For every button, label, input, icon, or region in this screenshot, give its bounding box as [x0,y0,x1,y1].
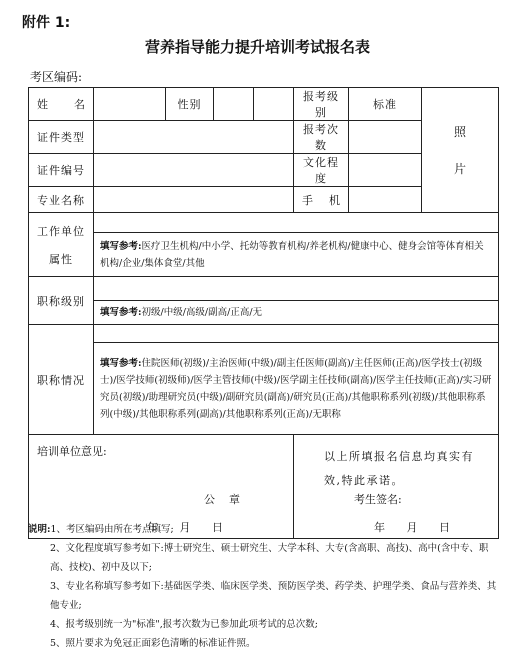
major-field[interactable] [94,187,294,213]
name-label: 姓 名 [29,88,94,121]
education-label: 文化程度 [294,154,349,187]
id-number-field[interactable] [94,154,294,187]
note-item: 3、专业名称填写参考如下:基础医学类、临床医学类、预防医学类、药学类、护理学类、食品与营养类、其他专业; [50,581,497,611]
applicant-date: 年 月 日 [374,521,450,534]
reference-label: 填写参考: [100,357,142,369]
reference-label: 填写参考: [100,240,142,252]
title-level-field[interactable] [94,277,499,301]
photo-label-2: 片 [453,162,466,176]
work-unit-label [29,213,94,277]
title-status-reference [94,343,499,435]
major-label: 专业名称 [29,187,94,213]
level-label: 报考级别 [294,88,349,121]
work-unit-label-2: 属性 [49,252,73,266]
title-status-label: 职称情况 [29,325,94,435]
note-item: 说明:1、考区编码由所在考点填写; [28,524,174,535]
reference-label: 填写参考: [100,307,142,318]
id-type-label: 证件类型 [29,121,94,154]
notes-section [28,520,498,649]
page-title: 营养指导能力提升培训考试报名表 [144,38,370,56]
attempts-field[interactable] [349,121,422,154]
work-unit-reference-text: 医疗卫生机构/中小学、托幼等教育机构/养老机构/健康中心、健身会馆等体育相关机构/企业/集体食堂/其他 [100,240,484,269]
level-value: 标准 [349,88,422,121]
training-unit-label: 培训单位意见: [37,445,107,458]
training-unit-date: 年 月 日 [147,521,223,534]
education-field[interactable] [349,154,422,187]
id-number-label: 证件编号 [29,154,94,187]
notes-label: 说明: [28,524,51,535]
name-field[interactable] [94,88,166,121]
note-item: 5、照片要求为免冠正面彩色清晰的标准证件照。 [50,638,256,649]
work-unit-field[interactable] [94,213,499,233]
title-level-reference [94,301,499,325]
title-level-label: 职称级别 [29,277,94,325]
gender-label: 性别 [166,88,214,121]
title-status-reference-text: 住院医师(初级)/主治医师(中级)/副主任医师(副高)/主任医师(正高)/医学技士(初级士)/医学技师(初级师)/医学主管技师(中级)/医学副主任技师(副高)/医学主任技师(正高)/实习研究员(初级)/助理研究员(中级)/副研究员(副高)/研究员(正高)/其他职称系列(初级)/其他职称系列(中级)/其他职称系列(副高)/其他职称系列(正高)/无职称 [100,357,492,420]
note-item: 2、文化程度填写参考如下:博士研究生、硕士研究生、大学本科、大专(含高职、高技)、高中(含中专、职高、技校)、初中及以下; [50,543,489,573]
photo-label-1: 照 [453,125,466,139]
seal-label: 公章 [204,493,254,506]
declaration-text: 以上所填报名信息均真实有效,特此承诺。 [324,450,474,487]
id-type-field[interactable] [94,121,294,154]
attachment-label: 附件 1: [22,15,71,31]
photo-box[interactable] [422,88,499,213]
note-item: 4、报考级别统一为"标准",报考次数为已参加此项考试的总次数; [50,619,319,630]
gender-field[interactable] [214,88,254,121]
work-unit-label-1: 工作单位 [37,224,85,238]
phone-label: 手 机 [294,187,349,213]
title-level-reference-text: 初级/中级/高级/副高/正高/无 [141,307,263,318]
blank-cell [254,88,294,121]
attempts-label: 报考次数 [294,121,349,154]
signer-label: 考生签名: [354,493,402,506]
work-unit-reference [94,233,499,277]
registration-form [28,87,499,539]
phone-field[interactable] [349,187,422,213]
exam-code-label: 考区编码: [30,70,83,84]
title-status-field[interactable] [94,325,499,343]
